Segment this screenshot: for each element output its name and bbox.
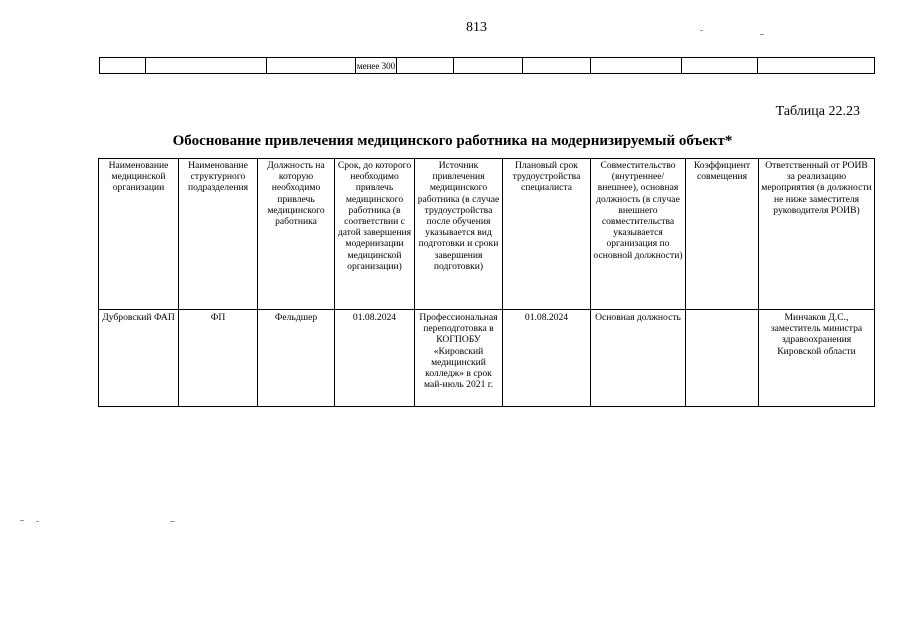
header-position: Должность на которую необходимо привлечь медицинского работника xyxy=(258,159,335,310)
table-cell: 01.08.2024 xyxy=(503,310,591,407)
header-coefficient: Коэффициент совмещения xyxy=(686,159,759,310)
table-cell xyxy=(397,58,454,74)
table-cell xyxy=(267,58,356,74)
header-combination: Совместительство (внутреннее/внешнее), основная должность (в случае внешнего совместительства указывается организация по основной должности) xyxy=(591,159,686,310)
table-title: Обоснование привлечения медицинского работника на модернизируемый объект* xyxy=(172,133,733,149)
table-cell: менее 300 xyxy=(356,58,397,74)
table-cell xyxy=(591,58,682,74)
main-table xyxy=(98,158,875,407)
table-cell: Профессиональная переподготовка в КОГПОБУ «Кировский медицинский колледж» в срок май-июль 2021 г. xyxy=(415,310,503,407)
header-deadline: Срок, до которого необходимо привлечь медицинского работника (в соответствии с датой завершения модернизации медицинской организации) xyxy=(335,159,415,310)
table-cell xyxy=(454,58,523,74)
table-cell xyxy=(523,58,591,74)
scan-speck xyxy=(760,34,764,35)
table-row xyxy=(100,58,875,74)
table-cell xyxy=(146,58,267,74)
table-header-row xyxy=(99,159,875,310)
header-organization: Наименование медицинской организации xyxy=(99,159,179,310)
table-cell: Дубровский ФАП xyxy=(99,310,179,407)
scan-speck xyxy=(36,521,39,522)
header-responsible: Ответственный от РОИВ за реализацию мероприятия (в должности не ниже заместителя руководителя РОИВ) xyxy=(759,159,875,310)
scan-speck xyxy=(700,30,703,31)
table-cell: Фельдшер xyxy=(258,310,335,407)
header-source: Источник привлечения медицинского работника (в случае трудоустройства после обучения указывается вид подготовки и сроки завершения подготовки) xyxy=(415,159,503,310)
table-row xyxy=(99,310,875,407)
table-cell xyxy=(682,58,758,74)
table-cell: 01.08.2024 xyxy=(335,310,415,407)
page-number: 813 xyxy=(466,20,487,35)
table-cell xyxy=(100,58,146,74)
table-cell xyxy=(686,310,759,407)
header-department: Наименование структурного подразделения xyxy=(179,159,258,310)
scan-speck xyxy=(170,521,175,522)
previous-table-fragment xyxy=(99,57,875,74)
table-cell xyxy=(758,58,875,74)
scan-speck xyxy=(20,520,24,521)
table-cell: ФП xyxy=(179,310,258,407)
table-label: Таблица 22.23 xyxy=(775,104,860,119)
table-cell: Минчаков Д.С., заместитель министра здравоохранения Кировской области xyxy=(759,310,875,407)
header-planned-date: Плановый срок трудоустройства специалиста xyxy=(503,159,591,310)
table-cell: Основная должность xyxy=(591,310,686,407)
